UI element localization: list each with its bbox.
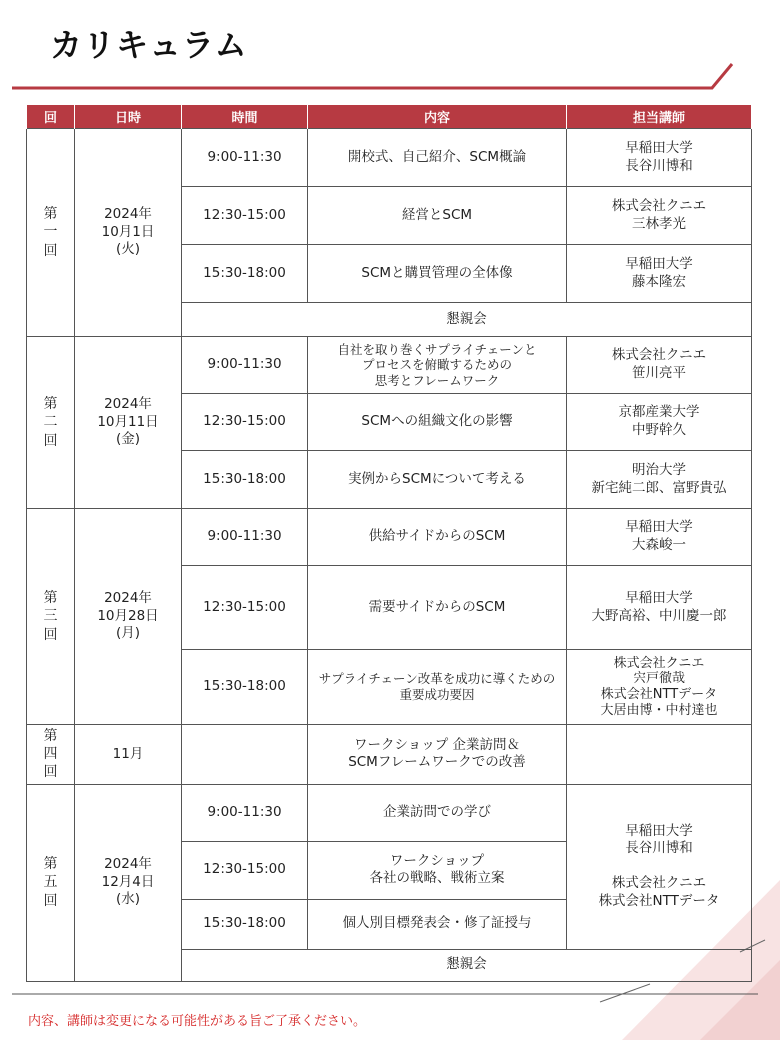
session-lecturer: 株式会社クニエ 宍戸徹哉 株式会社NTTデータ 大居由博・中村達也: [567, 650, 752, 725]
session-round: 第 三 回: [27, 509, 75, 725]
session-time-empty: [182, 725, 308, 785]
session-content: ワークショップ 各社の戦略、戦術立案: [308, 841, 567, 899]
session-round: 第 二 回: [27, 337, 75, 509]
session-time: 12:30-15:00: [182, 394, 308, 451]
session-round: 第 四 回: [27, 725, 75, 785]
session-time: 15:30-18:00: [182, 650, 308, 725]
session-content: 個人別目標発表会・修了証授与: [308, 899, 567, 949]
session-date: 2024年 10月28日 (月): [75, 509, 182, 725]
session-round: 第 一 回: [27, 129, 75, 337]
session-lecturer: 早稲田大学 藤本隆宏: [567, 245, 752, 303]
session-lecturer: 京都産業大学 中野幹久: [567, 394, 752, 451]
session-time: 15:30-18:00: [182, 451, 308, 509]
session-date: 2024年 10月1日 (火): [75, 129, 182, 337]
session-lecturer: 早稲田大学 大森峻一: [567, 509, 752, 566]
table-row: [27, 784, 752, 841]
header-content: 内容: [308, 105, 567, 129]
session-lecturer: 早稲田大学 長谷川博和: [567, 129, 752, 187]
social-event: 懇親会: [182, 303, 752, 337]
session-time: 9:00-11:30: [182, 509, 308, 566]
change-notice: 内容、講師は変更になる可能性がある旨ご了承ください。: [28, 1014, 367, 1029]
session-time: 9:00-11:30: [182, 129, 308, 187]
session-lecturer: 早稲田大学 大野高裕、中川慶一郎: [567, 566, 752, 650]
session-content: 経営とSCM: [308, 187, 567, 245]
header-lecturer: 担当講師: [567, 105, 752, 129]
session-content: 自社を取り巻くサプライチェーンと プロセスを俯瞰するための 思考とフレームワーク: [308, 337, 567, 394]
session-content: サプライチェーン改革を成功に導くための 重要成功要因: [308, 650, 567, 725]
session-round: 第 五 回: [27, 784, 75, 981]
header-date: 日時: [75, 105, 182, 129]
session-lecturer: 株式会社クニエ 三林孝光: [567, 187, 752, 245]
session-content: SCMへの組織文化の影響: [308, 394, 567, 451]
table-row: [27, 509, 752, 566]
session-content: 需要サイドからのSCM: [308, 566, 567, 650]
session-time: 9:00-11:30: [182, 784, 308, 841]
header-time: 時間: [182, 105, 308, 129]
session-lecturer: 早稲田大学 長谷川博和 株式会社クニエ 株式会社NTTデータ: [567, 784, 752, 949]
table-header-row: [27, 105, 752, 129]
header-round: 回: [27, 105, 75, 129]
session-content: 供給サイドからのSCM: [308, 509, 567, 566]
session-time: 15:30-18:00: [182, 245, 308, 303]
session-lecturer-empty: [567, 725, 752, 785]
session-content: 開校式、自己紹介、SCM概論: [308, 129, 567, 187]
session-content: ワークショップ 企業訪問＆ SCMフレームワークでの改善: [308, 725, 567, 785]
session-lecturer: 明治大学 新宅純二郎、富野貴弘: [567, 451, 752, 509]
social-event: 懇親会: [182, 949, 752, 981]
session-date: 2024年 12月4日 (水): [75, 784, 182, 981]
session-content: SCMと購買管理の全体像: [308, 245, 567, 303]
session-lecturer: 株式会社クニエ 笹川亮平: [567, 337, 752, 394]
session-time: 12:30-15:00: [182, 566, 308, 650]
curriculum-table: [26, 105, 752, 982]
session-time: 12:30-15:00: [182, 187, 308, 245]
table-row: [27, 725, 752, 785]
session-time: 15:30-18:00: [182, 899, 308, 949]
session-content: 実例からSCMについて考える: [308, 451, 567, 509]
table-row: [27, 129, 752, 187]
session-time: 9:00-11:30: [182, 337, 308, 394]
table-row: [27, 337, 752, 394]
session-date: 2024年 10月11日 (金): [75, 337, 182, 509]
session-date: 11月: [75, 725, 182, 785]
page-title: カリキュラム: [50, 26, 248, 64]
session-content: 企業訪問での学び: [308, 784, 567, 841]
session-time: 12:30-15:00: [182, 841, 308, 899]
